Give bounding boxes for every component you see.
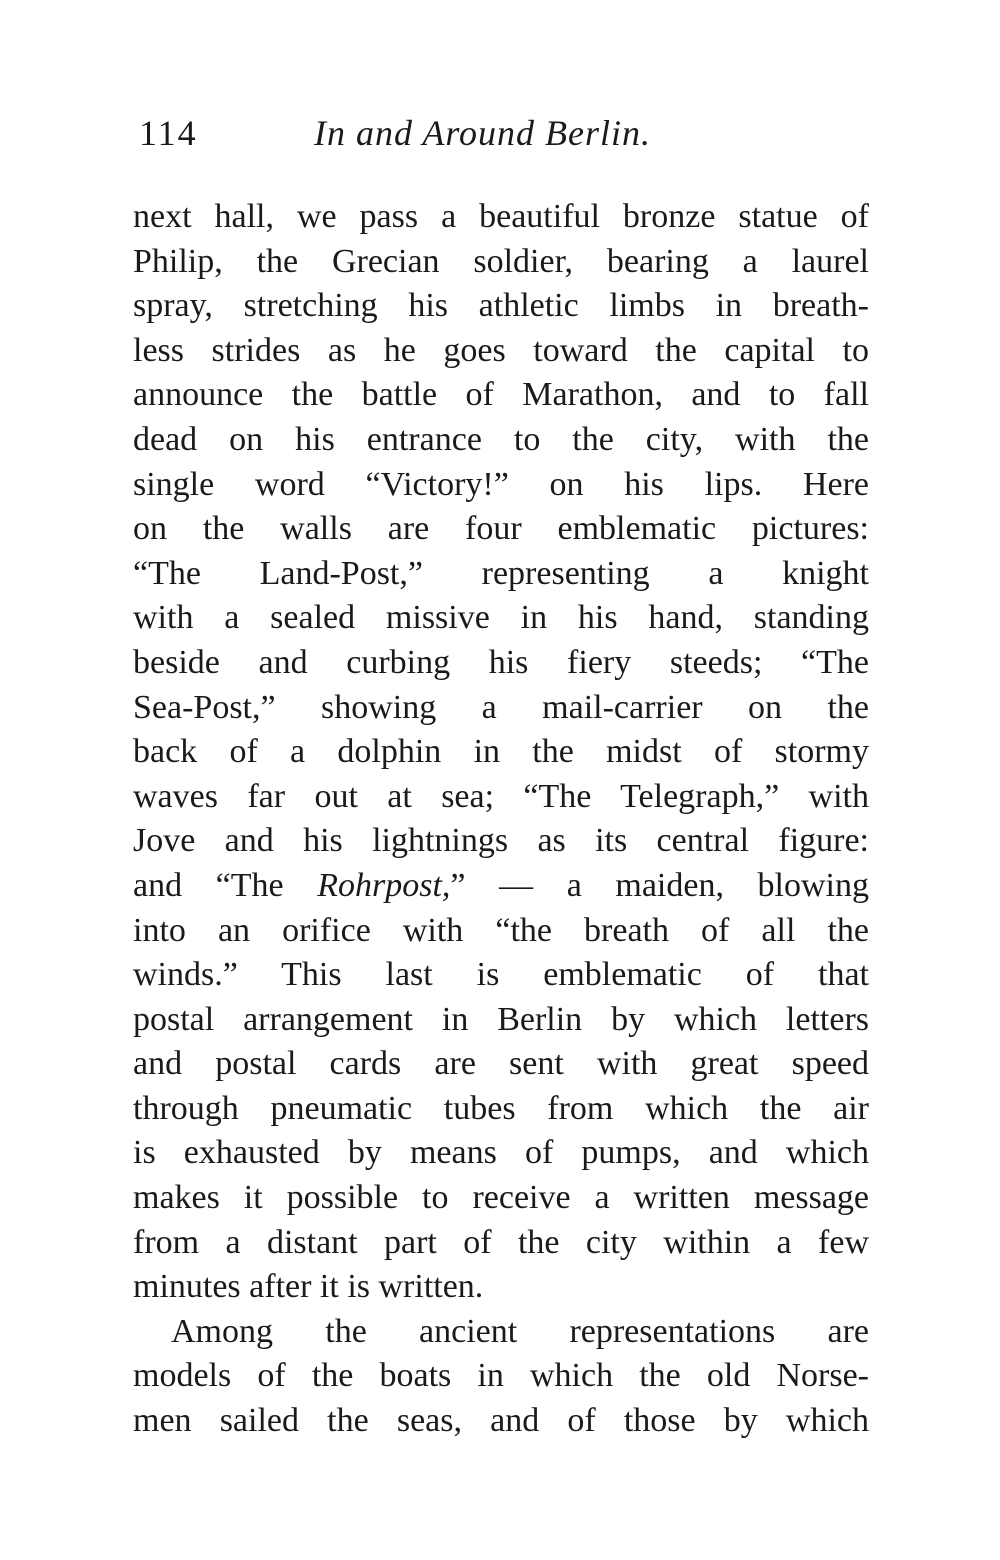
text-line: Sea-Post,” showing a mail-carrier on the bbox=[133, 688, 869, 726]
text-line: dead on his entrance to the city, with the bbox=[133, 420, 869, 458]
text-segment: ” — a maiden, blowing bbox=[450, 866, 869, 904]
text-line: on the walls are four emblematic pictures: bbox=[133, 510, 869, 548]
text-line: single word “Victory!” on his lips. Here bbox=[133, 465, 869, 503]
text-line: winds.” This last is emblematic of that bbox=[133, 956, 869, 994]
text-line: with a sealed missive in his hand, standing bbox=[133, 599, 869, 637]
text-line: “The Land-Post,” representing a knight bbox=[133, 554, 869, 592]
text-line: men sailed the seas, and of those by which bbox=[133, 1402, 869, 1440]
text-line: waves far out at sea; “The Telegraph,” with bbox=[133, 777, 869, 815]
text-line: is exhausted by means of pumps, and which bbox=[133, 1134, 869, 1172]
text-line: Jove and his lightnings as its central figure: bbox=[133, 822, 869, 860]
text-segment: and “The bbox=[133, 866, 318, 904]
italic-term-rohrpost: Rohrpost, bbox=[317, 866, 451, 904]
text-line: less strides as he goes toward the capital to bbox=[133, 331, 869, 369]
paragraph-start-line: Among the ancient representations are bbox=[171, 1312, 869, 1350]
text-line: next hall, we pass a beautiful bronze statue of bbox=[133, 198, 869, 235]
text-line: models of the boats in which the old Norse- bbox=[133, 1357, 869, 1395]
body-text bbox=[133, 195, 869, 1444]
text-line: Philip, the Grecian soldier, bearing a laurel bbox=[133, 242, 869, 280]
text-line: and postal cards are sent with great speed bbox=[133, 1045, 869, 1083]
paragraph-end-line: minutes after it is written. bbox=[133, 1268, 484, 1306]
text-line: through pneumatic tubes from which the air bbox=[133, 1089, 869, 1127]
text-line: spray, stretching his athletic limbs in breath- bbox=[133, 287, 869, 325]
page-number: 114 bbox=[139, 113, 198, 153]
text-line-rohrpost bbox=[133, 864, 869, 909]
page-header bbox=[139, 112, 839, 162]
text-line: announce the battle of Marathon, and to fall bbox=[133, 376, 869, 414]
text-line: into an orifice with “the breath of all the bbox=[133, 911, 869, 949]
text-line: back of a dolphin in the midst of stormy bbox=[133, 733, 869, 771]
text-line: beside and curbing his fiery steeds; “The bbox=[133, 643, 869, 681]
text-line: from a distant part of the city within a few bbox=[133, 1223, 869, 1261]
running-title: In and Around Berlin. bbox=[314, 113, 651, 153]
text-line: postal arrangement in Berlin by which letters bbox=[133, 1000, 869, 1038]
text-line: makes it possible to receive a written message bbox=[133, 1179, 869, 1217]
